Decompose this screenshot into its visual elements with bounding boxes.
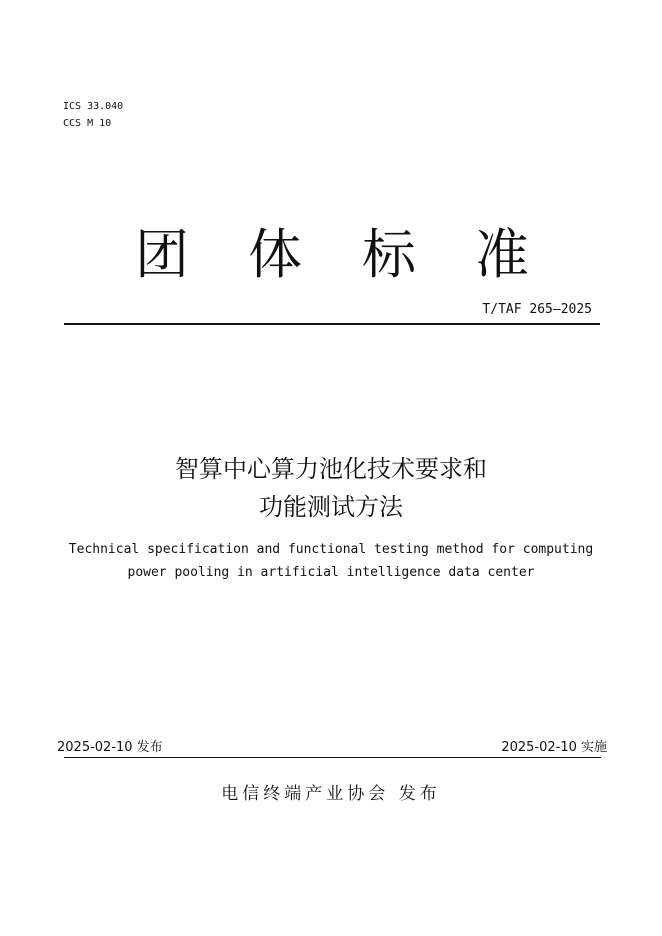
english-title-line-2: power pooling in artificial intelligence data center xyxy=(127,565,535,580)
ccs-code: CCS M 10 xyxy=(63,118,112,129)
english-title xyxy=(0,538,662,584)
chinese-title-line-1: 智算中心算力池化技术要求和 xyxy=(175,455,487,483)
release-date: 2025-02-10 发布 xyxy=(57,740,163,755)
standard-number: T/TAF 265—2025 xyxy=(482,302,592,317)
ics-code: ICS 33.040 xyxy=(63,101,124,112)
implementation-date: 2025-02-10 实施 xyxy=(501,740,607,755)
category-char-3: 标 xyxy=(362,223,416,286)
top-divider xyxy=(64,323,600,325)
category-char-4: 准 xyxy=(475,223,529,286)
standard-category-title xyxy=(0,220,662,290)
publisher: 电信终端产业协会 发布 xyxy=(221,784,441,804)
chinese-title xyxy=(0,450,662,526)
bottom-divider xyxy=(64,757,601,758)
classification-codes xyxy=(63,98,123,132)
category-char-1: 团 xyxy=(135,223,189,286)
english-title-line-1: Technical specification and functional testing method for computing xyxy=(68,542,594,557)
category-char-2: 体 xyxy=(248,223,302,286)
chinese-title-line-2: 功能测试方法 xyxy=(259,493,403,521)
